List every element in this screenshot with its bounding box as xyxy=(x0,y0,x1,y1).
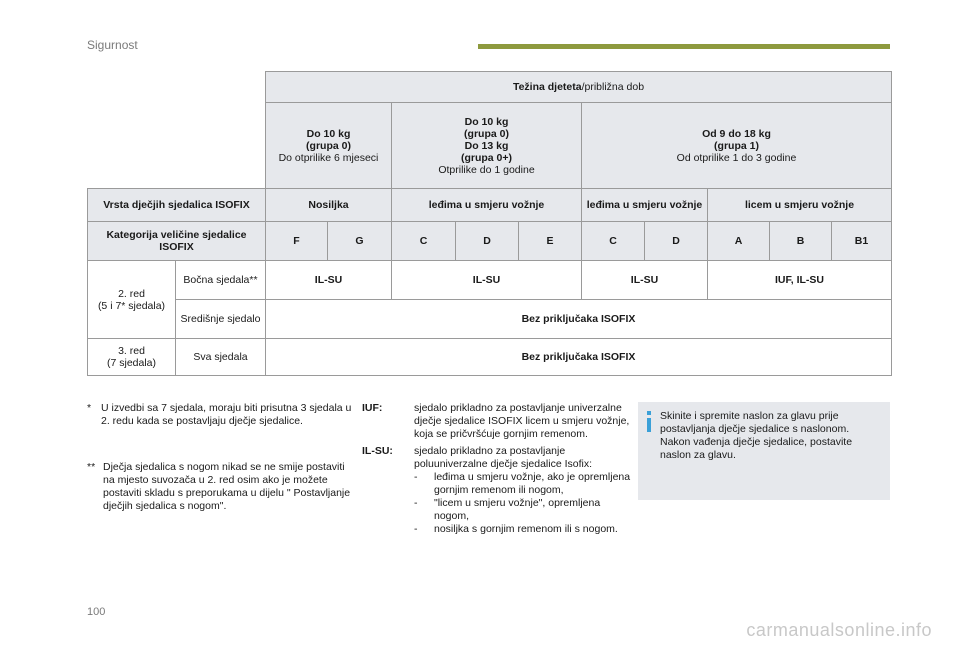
side-seats-label: Bočna sjedala** xyxy=(176,261,266,300)
dash: - xyxy=(414,523,418,535)
legend-iuf xyxy=(362,402,632,441)
type-rear-facing-1: leđima u smjeru vožnje xyxy=(392,189,582,222)
size-cell: B xyxy=(770,222,832,261)
group-0-name: (grupa 0) xyxy=(306,139,351,152)
list-item xyxy=(414,471,632,497)
footnote-1-text: U izvedbi sa 7 sjedala, moraju biti prisutna 3 sjedala u 2. redu kada se postavljaju dječje sjedalice. xyxy=(101,402,352,427)
section-accent-bar xyxy=(478,44,890,49)
footnote-2-text: Dječja sjedalica s nogom nikad se ne smije postaviti na mjesto suvozača u 2. red osim ako je možete postaviti skladu s preporukama u dijelu " Postavljanje dječjih sjedalica s nogom". xyxy=(103,461,351,512)
info-box xyxy=(638,402,890,500)
legend-ilsu-text: sjedalo prikladno za postavljanje poluuniverzalne dječje sjedalice Isofix: xyxy=(414,445,593,470)
legend xyxy=(362,402,632,536)
section-title: Sigurnost xyxy=(87,38,138,52)
center-seat-label: Središnje sjedalo xyxy=(176,300,266,339)
row2-label-cell xyxy=(88,261,176,339)
dash: - xyxy=(414,471,418,483)
legend-ilsu-body xyxy=(414,445,632,536)
row2-sub: (5 i 7* sjedala) xyxy=(97,299,166,312)
size-cell: B1 xyxy=(832,222,892,261)
footnote-2 xyxy=(87,461,357,513)
size-cell: C xyxy=(582,222,645,261)
info-icon xyxy=(646,411,652,433)
legend-iuf-key: IUF: xyxy=(362,402,383,414)
group-1-name: (grupa 1) xyxy=(714,139,759,152)
empty-corner xyxy=(88,72,266,103)
size-cell: D xyxy=(645,222,708,261)
size-label: Kategorija veličine sjedalice ISOFIX xyxy=(88,222,266,261)
weight-header-rest: /približna dob xyxy=(581,81,645,93)
page-number: 100 xyxy=(87,606,106,618)
row3-label-cell xyxy=(88,339,176,376)
size-cell: C xyxy=(392,222,456,261)
size-cell: D xyxy=(456,222,519,261)
group-0plus-name-b: (grupa 0+) xyxy=(460,151,513,164)
group-header-0plus xyxy=(392,103,582,189)
group-0plus-weight-b: Do 13 kg xyxy=(464,139,509,152)
legend-iuf-text: sjedalo prikladno za postavljanje univerzalne dječje sjedalice ISOFIX licem u smjeru vožnje, koja se pričvršćuje gornjim remenom. xyxy=(414,402,630,440)
group-0-weight: Do 10 kg xyxy=(306,127,351,140)
group-0plus-age: Otprilike do 1 godine xyxy=(438,163,535,176)
center-seat-value: Bez priključaka ISOFIX xyxy=(266,300,892,339)
group-header-0 xyxy=(266,103,392,189)
row3-label: 3. red xyxy=(118,345,145,357)
size-cell: A xyxy=(708,222,770,261)
group-0plus-weight-a: Do 10 kg xyxy=(464,115,509,128)
type-carrycot: Nosiljka xyxy=(266,189,392,222)
group-1-weight: Od 9 do 18 kg xyxy=(702,127,771,140)
isofix-table xyxy=(87,71,892,376)
type-rear-facing-2: leđima u smjeru vožnje xyxy=(582,189,708,222)
group-0-age: Do otprilike 6 mjeseci xyxy=(278,151,379,164)
dash: - xyxy=(414,497,418,509)
side-value-cell: IL-SU xyxy=(392,261,582,300)
row3-sub: (7 sjedala) xyxy=(106,357,157,369)
list-item xyxy=(414,497,632,523)
list-item-text: nosiljka s gornjim remenom ili s nogom. xyxy=(434,523,618,535)
empty-corner-2 xyxy=(88,103,266,189)
weight-header xyxy=(266,72,892,103)
side-value-cell: IL-SU xyxy=(266,261,392,300)
footnote-1 xyxy=(87,402,357,428)
list-item xyxy=(414,523,632,536)
all-seats-value: Bez priključaka ISOFIX xyxy=(266,339,892,376)
size-cell: E xyxy=(519,222,582,261)
side-value-cell: IL-SU xyxy=(582,261,708,300)
watermark: carmanualsonline.info xyxy=(746,620,932,640)
list-item-text: "licem u smjeru vožnje", opremljena nogom, xyxy=(434,497,601,522)
list-item-text: leđima u smjeru vožnje, ako je opremljena gornjim remenom ili nogom, xyxy=(434,471,631,496)
all-seats-label: Sva sjedala xyxy=(176,339,266,376)
row2-label: 2. red xyxy=(118,287,145,300)
legend-ilsu-key: IL-SU: xyxy=(362,445,393,457)
footnote-2-mark: ** xyxy=(87,461,96,473)
type-forward-facing: licem u smjeru vožnje xyxy=(708,189,892,222)
weight-header-bold: Težina djeteta xyxy=(512,81,582,93)
group-header-1 xyxy=(582,103,892,189)
group-0plus-name-a: (grupa 0) xyxy=(464,127,509,140)
footnote-1-mark: * xyxy=(87,402,92,414)
info-text: Skinite i spremite naslon za glavu prije postavljanja dječje sjedalice s naslonom. Nakon vađenja dječje sjedalice, postavite naslon za glavu. xyxy=(660,410,853,461)
legend-ilsu xyxy=(362,445,632,536)
type-label: Vrsta dječjih sjedalica ISOFIX xyxy=(88,189,266,222)
size-cell: F xyxy=(266,222,328,261)
side-value-cell: IUF, IL-SU xyxy=(708,261,892,300)
group-1-age: Od otprilike 1 do 3 godine xyxy=(676,151,797,164)
size-cell: G xyxy=(328,222,392,261)
